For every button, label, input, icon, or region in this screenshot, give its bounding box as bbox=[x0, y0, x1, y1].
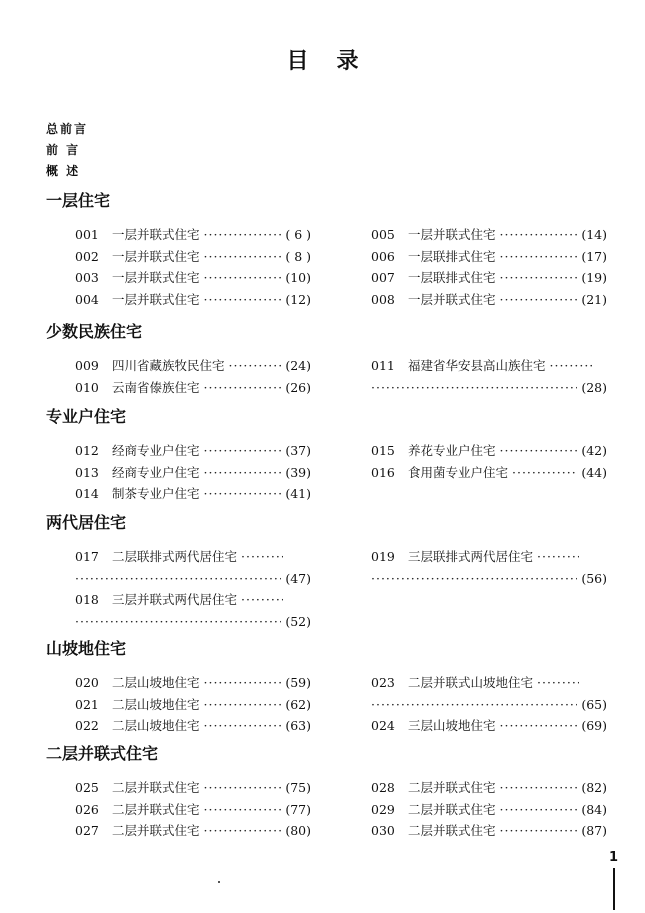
toc-column-right bbox=[371, 224, 607, 310]
toc-column-left bbox=[75, 777, 311, 842]
dot-leader bbox=[550, 355, 592, 377]
entry-number: 008 bbox=[371, 291, 395, 307]
dot-leader bbox=[371, 377, 577, 399]
entry-title: 一层联排式住宅 bbox=[408, 270, 496, 285]
entry-number: 017 bbox=[75, 549, 99, 564]
print-speck bbox=[218, 881, 220, 883]
entry-title: 二层并联式住宅 bbox=[112, 780, 200, 795]
dot-leader bbox=[241, 546, 283, 568]
section-heading[interactable]: 两代居住宅 bbox=[46, 513, 127, 532]
entry-title: 三层联排式两代居住宅 bbox=[408, 549, 534, 564]
toc-entry[interactable] bbox=[371, 546, 607, 589]
toc-entry[interactable] bbox=[75, 546, 311, 589]
entry-number: 016 bbox=[371, 464, 395, 480]
dot-leader bbox=[229, 355, 282, 377]
entry-number: 015 bbox=[371, 443, 395, 458]
toc-entry[interactable] bbox=[75, 820, 311, 842]
entry-page: (14) bbox=[581, 227, 607, 242]
toc-entry[interactable] bbox=[371, 672, 607, 715]
dot-leader bbox=[204, 377, 282, 399]
entry-page: (59) bbox=[285, 675, 311, 690]
toc-entry[interactable] bbox=[75, 246, 311, 268]
dot-leader bbox=[204, 224, 282, 246]
entry-number: 027 bbox=[75, 823, 99, 838]
entry-page: (87) bbox=[581, 823, 607, 838]
entry-title: 一层并联式住宅 bbox=[112, 248, 200, 264]
toc-entry[interactable] bbox=[371, 289, 607, 311]
title-char-2: 录 bbox=[336, 49, 359, 74]
toc-entry[interactable] bbox=[371, 799, 607, 821]
entry-number: 025 bbox=[75, 780, 99, 795]
toc-entry[interactable] bbox=[75, 672, 311, 694]
section-heading[interactable]: 山坡地住宅 bbox=[46, 639, 127, 658]
entry-title: 经商专业户住宅 bbox=[112, 464, 200, 480]
entry-number: 021 bbox=[75, 696, 99, 712]
toc-entry[interactable] bbox=[75, 694, 311, 716]
toc-entry[interactable] bbox=[371, 246, 607, 268]
toc-entry[interactable] bbox=[75, 483, 311, 505]
entry-number: 028 bbox=[371, 780, 395, 795]
dot-leader bbox=[204, 289, 282, 311]
toc-entry[interactable] bbox=[75, 440, 311, 462]
entry-page: (75) bbox=[285, 780, 311, 795]
toc-entry[interactable] bbox=[371, 715, 607, 737]
toc-entry[interactable] bbox=[371, 777, 607, 799]
section-heading[interactable]: 二层并联式住宅 bbox=[46, 744, 159, 763]
dot-leader bbox=[500, 777, 578, 799]
page-title bbox=[0, 44, 645, 75]
entry-number: 022 bbox=[75, 718, 99, 733]
entry-number: 004 bbox=[75, 291, 99, 307]
entry-title: 二层并联式山坡地住宅 bbox=[408, 675, 534, 690]
toc-column-right bbox=[371, 672, 607, 737]
toc-column-left bbox=[75, 672, 311, 737]
toc-entry[interactable] bbox=[75, 224, 311, 246]
entry-page: (37) bbox=[285, 443, 311, 458]
dot-leader bbox=[204, 267, 282, 289]
dot-leader bbox=[204, 440, 282, 462]
entry-title: 二层并联式住宅 bbox=[408, 801, 496, 817]
entry-title: 一层联排式住宅 bbox=[408, 248, 496, 264]
entry-number: 018 bbox=[75, 592, 99, 607]
toc-column-left bbox=[75, 440, 311, 505]
entry-page: (56) bbox=[581, 570, 607, 586]
entry-title: 二层山坡地住宅 bbox=[112, 675, 200, 690]
entry-title: 经商专业户住宅 bbox=[112, 443, 200, 458]
entry-number: 011 bbox=[371, 358, 395, 373]
entry-title: 二层并联式住宅 bbox=[408, 780, 496, 795]
entry-number: 030 bbox=[371, 823, 395, 838]
dot-leader bbox=[371, 694, 577, 716]
toc-column-left bbox=[75, 355, 311, 398]
entry-number: 012 bbox=[75, 443, 99, 458]
entry-title: 二层山坡地住宅 bbox=[112, 718, 200, 733]
dot-leader bbox=[241, 589, 283, 611]
entry-page: (39) bbox=[285, 464, 311, 480]
dot-leader bbox=[75, 611, 281, 633]
toc-entry[interactable] bbox=[75, 267, 311, 289]
dot-leader bbox=[204, 246, 282, 268]
front-item-preface[interactable]: 前 言 bbox=[46, 143, 81, 157]
entry-page: (42) bbox=[581, 443, 607, 458]
toc-entry[interactable] bbox=[75, 589, 311, 632]
dot-leader bbox=[500, 440, 578, 462]
toc-entry[interactable] bbox=[371, 267, 607, 289]
entry-title: 制茶专业户住宅 bbox=[112, 486, 200, 501]
front-matter bbox=[46, 119, 88, 182]
entry-title: 一层并联式住宅 bbox=[112, 291, 200, 307]
front-item-overview[interactable]: 概 述 bbox=[46, 164, 81, 178]
dot-leader bbox=[204, 799, 282, 821]
dot-leader bbox=[204, 672, 282, 694]
toc-column-right bbox=[371, 355, 607, 398]
entry-page: (63) bbox=[285, 718, 311, 733]
dot-leader bbox=[500, 246, 578, 268]
entry-title: 二层并联式住宅 bbox=[408, 823, 496, 838]
entry-page: (21) bbox=[581, 291, 607, 307]
dot-leader bbox=[204, 777, 282, 799]
entry-title: 四川省藏族牧民住宅 bbox=[112, 358, 225, 373]
entry-title: 二层并联式住宅 bbox=[112, 801, 200, 817]
entry-title: 二层并联式住宅 bbox=[112, 823, 200, 838]
toc-entry[interactable] bbox=[371, 462, 607, 484]
entry-title: 一层并联式住宅 bbox=[112, 227, 200, 242]
entry-page: ( 8 ) bbox=[285, 248, 311, 264]
entry-page: (82) bbox=[581, 780, 607, 795]
entry-number: 003 bbox=[75, 270, 99, 285]
entry-page: (12) bbox=[285, 291, 311, 307]
entry-page: (84) bbox=[581, 801, 607, 817]
dot-leader bbox=[204, 715, 282, 737]
section-heading[interactable]: 专业户住宅 bbox=[46, 407, 127, 426]
dot-leader bbox=[537, 546, 579, 568]
entry-page: (77) bbox=[285, 801, 311, 817]
toc-entry[interactable] bbox=[75, 799, 311, 821]
toc-entry[interactable] bbox=[75, 777, 311, 799]
entry-title: 三层山坡地住宅 bbox=[408, 718, 496, 733]
entry-page: (80) bbox=[285, 823, 311, 838]
entry-number: 026 bbox=[75, 801, 99, 817]
entry-page: (44) bbox=[581, 464, 607, 480]
entry-page: (69) bbox=[581, 718, 607, 733]
dot-leader bbox=[204, 462, 282, 484]
entry-number: 020 bbox=[75, 675, 99, 690]
dot-leader bbox=[204, 483, 282, 505]
dot-leader bbox=[500, 820, 578, 842]
toc-column-left bbox=[75, 546, 311, 632]
entry-number: 002 bbox=[75, 248, 99, 264]
dot-leader bbox=[500, 224, 578, 246]
entry-number: 013 bbox=[75, 464, 99, 480]
title-char-1: 目 bbox=[286, 49, 309, 74]
entry-page: (28) bbox=[581, 379, 607, 395]
toc-entry[interactable] bbox=[371, 820, 607, 842]
entry-title: 食用菌专业户住宅 bbox=[408, 464, 509, 480]
entry-page: (10) bbox=[285, 270, 311, 285]
entry-page: (65) bbox=[581, 696, 607, 712]
section-heading[interactable]: 少数民族住宅 bbox=[46, 322, 143, 341]
entry-title: 一层并联式住宅 bbox=[408, 227, 496, 242]
dot-leader bbox=[537, 672, 579, 694]
entry-number: 009 bbox=[75, 358, 99, 373]
entry-title: 云南省傣族住宅 bbox=[112, 379, 200, 395]
entry-page: (41) bbox=[285, 486, 311, 501]
dot-leader bbox=[500, 289, 578, 311]
toc-column-right bbox=[371, 546, 607, 589]
entry-page: (62) bbox=[285, 696, 311, 712]
toc-column-right bbox=[371, 440, 607, 483]
entry-number: 007 bbox=[371, 270, 395, 285]
entry-page: (17) bbox=[581, 248, 607, 264]
dot-leader bbox=[500, 715, 578, 737]
entry-number: 023 bbox=[371, 675, 395, 690]
toc-column-right bbox=[371, 777, 607, 842]
toc-entry[interactable] bbox=[371, 440, 607, 462]
entry-page: (52) bbox=[285, 613, 311, 629]
entry-page: (24) bbox=[285, 358, 311, 373]
entry-page: (19) bbox=[581, 270, 607, 285]
toc-entry[interactable] bbox=[371, 224, 607, 246]
entry-title: 三层并联式两代居住宅 bbox=[112, 592, 238, 607]
entry-page: ( 6 ) bbox=[285, 227, 311, 242]
entry-number: 029 bbox=[371, 801, 395, 817]
dot-leader bbox=[371, 568, 577, 590]
entry-number: 001 bbox=[75, 227, 99, 242]
toc-column-left bbox=[75, 224, 311, 310]
entry-page: (47) bbox=[285, 570, 311, 586]
page-edge-bar bbox=[613, 868, 615, 910]
front-item-general-preface[interactable]: 总前言 bbox=[46, 122, 89, 136]
entry-title: 养花专业户住宅 bbox=[408, 443, 496, 458]
toc-entry[interactable] bbox=[371, 355, 607, 398]
dot-leader bbox=[512, 462, 577, 484]
entry-number: 005 bbox=[371, 227, 395, 242]
dot-leader bbox=[75, 568, 281, 590]
toc-entry[interactable] bbox=[75, 377, 311, 399]
toc-entry[interactable] bbox=[75, 289, 311, 311]
entry-number: 010 bbox=[75, 379, 99, 395]
page-number: 1 bbox=[609, 850, 619, 865]
entry-title: 二层山坡地住宅 bbox=[112, 696, 200, 712]
entry-title: 福建省华安县高山族住宅 bbox=[408, 358, 546, 373]
entry-number: 006 bbox=[371, 248, 395, 264]
toc-entry[interactable] bbox=[75, 355, 311, 377]
entry-title: 二层联排式两代居住宅 bbox=[112, 549, 238, 564]
entry-number: 019 bbox=[371, 549, 395, 564]
entry-page: (26) bbox=[285, 379, 311, 395]
entry-title: 一层并联式住宅 bbox=[112, 270, 200, 285]
entry-number: 024 bbox=[371, 718, 395, 733]
dot-leader bbox=[500, 799, 578, 821]
entry-number: 014 bbox=[75, 486, 99, 501]
dot-leader bbox=[204, 820, 282, 842]
dot-leader bbox=[204, 694, 282, 716]
dot-leader bbox=[500, 267, 578, 289]
toc-entry[interactable] bbox=[75, 715, 311, 737]
toc-entry[interactable] bbox=[75, 462, 311, 484]
entry-title: 一层并联式住宅 bbox=[408, 291, 496, 307]
section-heading[interactable]: 一层住宅 bbox=[46, 191, 111, 210]
